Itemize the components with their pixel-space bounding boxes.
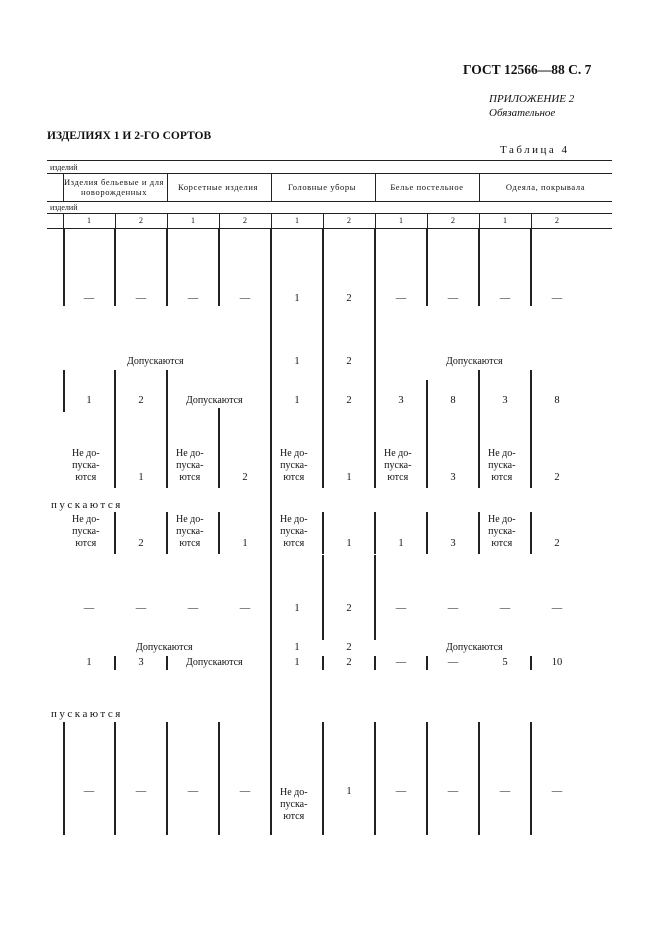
cell: —: [499, 603, 511, 614]
body-vline: [426, 228, 428, 306]
body-vline: [530, 370, 532, 412]
body-vline: [322, 412, 324, 488]
cell-not-allowed: Не до- пуска- ются: [488, 448, 516, 483]
cell: —: [135, 293, 147, 304]
cell-allowed: Допускаются: [186, 395, 243, 406]
body-vline: [530, 656, 532, 670]
split-word: пускаются: [51, 708, 123, 720]
cell: —: [83, 786, 95, 797]
cell: 1: [86, 657, 92, 668]
sort-number: 2: [139, 216, 143, 225]
cell: —: [499, 786, 511, 797]
body-vline: [322, 656, 324, 670]
cell-not-allowed: Не до- пуска- ются: [72, 514, 100, 549]
hdr-vline: [531, 213, 532, 228]
cell: 5: [502, 657, 508, 668]
body-vline: [374, 656, 376, 670]
sort-header-rule: [47, 213, 612, 214]
sort-number: 2: [451, 216, 455, 225]
cell-allowed: Допускаются: [186, 657, 243, 668]
body-vline: [114, 656, 116, 670]
cell: 1: [294, 642, 300, 653]
cell: —: [395, 657, 407, 668]
section-title: ИЗДЕЛИЯХ 1 И 2-ГО СОРТОВ: [47, 130, 212, 142]
body-vline: [63, 722, 65, 835]
hdr-vline: [479, 213, 480, 228]
cell-not-allowed: Не до- пуска- ются: [176, 448, 204, 483]
body-vline: [218, 722, 220, 835]
cell: —: [395, 293, 407, 304]
cell: 3: [398, 395, 404, 406]
body-vline: [530, 228, 532, 306]
sort-number: 1: [503, 216, 507, 225]
body-vline: [530, 412, 532, 488]
cell: 1: [86, 395, 92, 406]
body-vline: [166, 412, 168, 488]
cell: —: [239, 786, 251, 797]
body-vline: [322, 722, 324, 835]
group-header-rule: [47, 173, 612, 174]
header-bottom-rule: [47, 228, 612, 229]
body-vline: [374, 512, 376, 554]
cell: —: [395, 603, 407, 614]
cell: —: [187, 293, 199, 304]
cell: 1: [346, 472, 352, 483]
body-vline: [478, 370, 480, 412]
cell: 1: [346, 786, 352, 797]
cell-not-allowed: Не до- пуска- ются: [280, 787, 308, 822]
cell: 2: [346, 657, 352, 668]
table-top-rule: [47, 160, 612, 161]
body-vline: [270, 305, 272, 540]
body-vline: [374, 412, 376, 488]
body-vline: [114, 722, 116, 835]
top-label: изделий: [50, 163, 78, 172]
body-vline: [114, 412, 116, 488]
body-vline: [426, 412, 428, 488]
hdr-vline: [271, 213, 272, 228]
hdr-vline: [167, 173, 168, 201]
group-header-linen: Изделия бельевые и для новорожденных: [63, 177, 165, 197]
body-vline: [218, 408, 220, 488]
cell: 2: [554, 472, 560, 483]
cell: 1: [398, 538, 404, 549]
cell: —: [551, 786, 563, 797]
cell: 2: [346, 356, 352, 367]
cell: 3: [502, 395, 508, 406]
hdr-vline: [323, 213, 324, 228]
body-vline: [322, 228, 324, 306]
body-vline: [374, 555, 376, 640]
cell-allowed: Допускаются: [136, 642, 193, 653]
cell-not-allowed: Не до- пуска- ются: [176, 514, 204, 549]
cell: 3: [450, 538, 456, 549]
body-vline: [322, 380, 324, 412]
body-vline: [270, 228, 272, 306]
split-word: пускаются: [51, 499, 123, 511]
cell: 2: [554, 538, 560, 549]
body-vline: [322, 305, 324, 380]
body-vline: [114, 512, 116, 554]
hdr-vline: [63, 173, 64, 201]
body-vline: [478, 412, 480, 488]
body-vline: [166, 228, 168, 306]
sort-number: 1: [191, 216, 195, 225]
body-vline: [270, 540, 272, 835]
cell-allowed: Допускаются: [446, 356, 503, 367]
cell: 8: [554, 395, 560, 406]
cell: —: [135, 603, 147, 614]
cell: —: [239, 293, 251, 304]
cell: —: [187, 603, 199, 614]
cell: 2: [346, 395, 352, 406]
cell: —: [83, 293, 95, 304]
cell: —: [395, 786, 407, 797]
body-vline: [63, 370, 65, 412]
body-vline: [166, 656, 168, 670]
hdr-vline: [271, 173, 272, 201]
body-vline: [166, 722, 168, 835]
cell: 3: [138, 657, 144, 668]
cell: 1: [294, 395, 300, 406]
body-vline: [166, 370, 168, 412]
sort-number: 2: [243, 216, 247, 225]
body-vline: [218, 512, 220, 554]
cell: —: [447, 786, 459, 797]
body-vline: [426, 722, 428, 835]
body-vline: [218, 228, 220, 306]
sort-number: 2: [555, 216, 559, 225]
sort-number: 1: [399, 216, 403, 225]
hdr-vline: [375, 173, 376, 201]
body-vline: [426, 512, 428, 554]
appendix-label: ПРИЛОЖЕНИЕ 2: [489, 93, 575, 105]
appendix-status: Обязательное: [489, 107, 556, 119]
group-header-corset: Корсетные изделия: [177, 182, 259, 192]
cell: 1: [294, 356, 300, 367]
cell: —: [551, 293, 563, 304]
body-vline: [114, 370, 116, 412]
cell: 3: [450, 472, 456, 483]
hdr-vline: [63, 213, 64, 228]
group-bottom-rule: [47, 201, 612, 202]
cell: 8: [450, 395, 456, 406]
hdr-vline: [115, 213, 116, 228]
cell: —: [447, 293, 459, 304]
hdr-vline: [167, 213, 168, 228]
cell: 2: [346, 293, 352, 304]
cell: 2: [138, 395, 144, 406]
cell-not-allowed: Не до- пуска- ются: [280, 448, 308, 483]
body-vline: [63, 228, 65, 306]
body-vline: [374, 380, 376, 412]
cell: 2: [346, 603, 352, 614]
cell: —: [447, 603, 459, 614]
cell: —: [447, 657, 459, 668]
cell: —: [135, 786, 147, 797]
cell-not-allowed: Не до- пуска- ются: [72, 448, 100, 483]
cell: 1: [242, 538, 248, 549]
sort-number: 1: [87, 216, 91, 225]
cell: 2: [346, 642, 352, 653]
body-vline: [322, 555, 324, 640]
cell: —: [499, 293, 511, 304]
cell: 1: [294, 603, 300, 614]
body-vline: [478, 228, 480, 306]
body-vline: [322, 512, 324, 554]
cell: 1: [294, 657, 300, 668]
body-vline: [530, 722, 532, 835]
cell-not-allowed: Не до- пуска- ются: [488, 514, 516, 549]
cell: —: [551, 603, 563, 614]
body-vline: [478, 512, 480, 554]
group-header-blankets: Одеяла, покрывала: [505, 182, 586, 192]
cell-not-allowed: Не до- пуска- ются: [384, 448, 412, 483]
sub-label: изделий: [50, 203, 78, 212]
cell: —: [83, 603, 95, 614]
hdr-vline: [479, 173, 480, 201]
table-label: Таблица 4: [500, 144, 570, 156]
group-header-headwear: Головные уборы: [287, 182, 357, 192]
cell: —: [239, 603, 251, 614]
cell: 2: [242, 472, 248, 483]
body-vline: [426, 656, 428, 670]
cell: 1: [138, 472, 144, 483]
body-vline: [374, 722, 376, 835]
body-vline: [426, 380, 428, 412]
cell-not-allowed: Не до- пуска- ются: [280, 514, 308, 549]
body-vline: [374, 305, 376, 380]
cell: 1: [294, 293, 300, 304]
hdr-vline: [427, 213, 428, 228]
document-reference: ГОСТ 12566—88 С. 7: [463, 62, 592, 77]
cell: 10: [551, 657, 563, 668]
cell-allowed: Допускаются: [446, 642, 503, 653]
hdr-vline: [219, 213, 220, 228]
cell: 2: [138, 538, 144, 549]
cell-allowed: Допускаются: [127, 356, 184, 367]
body-vline: [478, 722, 480, 835]
group-header-bedding: Белье постельное: [390, 182, 464, 192]
cell: —: [187, 786, 199, 797]
sort-number: 1: [295, 216, 299, 225]
body-vline: [374, 228, 376, 306]
body-vline: [530, 512, 532, 554]
body-vline: [114, 228, 116, 306]
sort-number: 2: [347, 216, 351, 225]
hdr-vline: [375, 213, 376, 228]
body-vline: [166, 512, 168, 554]
cell: 1: [346, 538, 352, 549]
